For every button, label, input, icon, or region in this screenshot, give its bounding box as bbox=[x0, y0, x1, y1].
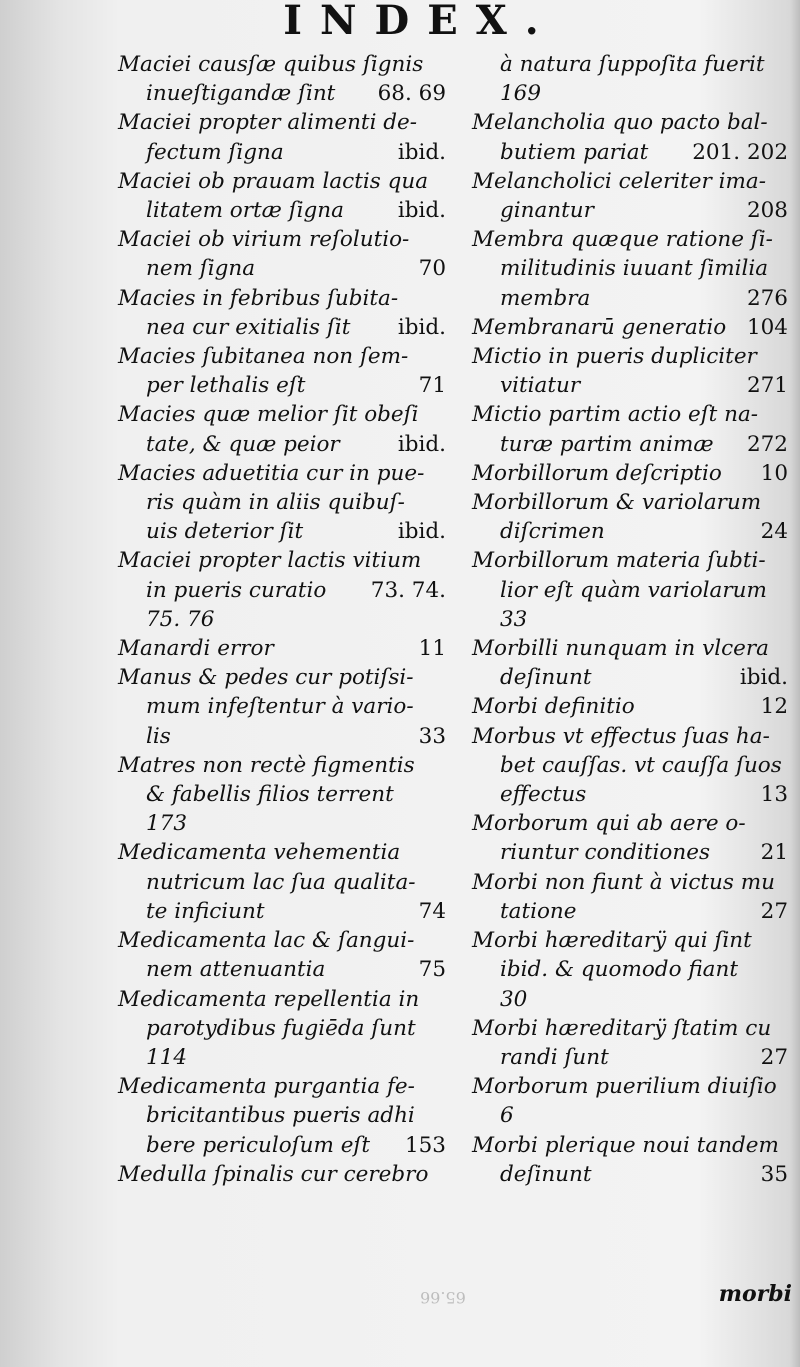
entry-text: deſinunt bbox=[500, 665, 592, 691]
entry-text: inueſtigandæ ſint bbox=[146, 81, 336, 107]
index-line bbox=[472, 1043, 788, 1072]
index-column-right bbox=[472, 50, 788, 1189]
index-line bbox=[118, 1131, 446, 1160]
index-entry bbox=[118, 50, 446, 108]
index-entry bbox=[472, 488, 788, 546]
page-reference: 71 bbox=[418, 373, 446, 399]
page-reference: 272 bbox=[746, 431, 788, 457]
entry-text: tate, & quæ peior bbox=[146, 431, 340, 457]
index-line bbox=[118, 196, 446, 225]
entry-text: tatione bbox=[500, 898, 577, 924]
entry-text: Maciei propter lactis vitium bbox=[118, 548, 422, 574]
index-entry bbox=[118, 459, 446, 547]
index-line bbox=[118, 371, 446, 400]
entry-text: Medulla ſpinalis cur cerebro bbox=[118, 1161, 429, 1187]
index-entry bbox=[472, 342, 788, 400]
index-line bbox=[472, 400, 788, 429]
entry-text: litatem ortæ ſigna bbox=[146, 198, 344, 224]
page-reference: 35 bbox=[760, 1161, 788, 1187]
index-line bbox=[118, 517, 446, 546]
index-entry bbox=[472, 50, 788, 108]
entry-text: Manardi error bbox=[118, 636, 274, 662]
index-line bbox=[472, 1014, 788, 1043]
index-entry bbox=[472, 400, 788, 458]
index-line bbox=[472, 108, 788, 137]
index-line bbox=[472, 284, 788, 313]
entry-text: bere periculoſum eſt bbox=[146, 1132, 371, 1158]
index-entry bbox=[118, 1072, 446, 1160]
index-line bbox=[472, 138, 788, 167]
index-entry bbox=[118, 342, 446, 400]
index-line bbox=[472, 605, 788, 634]
index-entry bbox=[472, 634, 788, 692]
index-entry bbox=[472, 926, 788, 1014]
entry-text: Morbillorum materia ſubti- bbox=[472, 548, 766, 574]
entry-text: Macies in febribus ſubita- bbox=[118, 285, 399, 311]
entry-text: 33 bbox=[500, 606, 528, 632]
entry-text: 173 bbox=[146, 811, 188, 837]
page-header: INDEX. bbox=[283, 0, 557, 44]
entry-text: Morbi hæreditarÿ qui ſint bbox=[472, 928, 752, 954]
index-line bbox=[118, 751, 446, 780]
index-line bbox=[472, 1101, 788, 1130]
index-entry bbox=[472, 546, 788, 634]
index-line bbox=[472, 868, 788, 897]
entry-text: militudinis iuuant ſimilia bbox=[500, 256, 769, 282]
index-entry bbox=[118, 838, 446, 926]
index-line bbox=[472, 780, 788, 809]
entry-text: butiem pariat bbox=[500, 139, 649, 165]
index-line bbox=[118, 459, 446, 488]
index-entry bbox=[472, 313, 788, 342]
index-line bbox=[472, 342, 788, 371]
index-line bbox=[118, 50, 446, 79]
index-entry bbox=[118, 663, 446, 751]
index-line bbox=[472, 79, 788, 108]
entry-text: Macies aduetitia cur in pue- bbox=[118, 460, 425, 486]
bleed-through-number: 65.66 bbox=[420, 1288, 466, 1307]
entry-text: nem attenuantia bbox=[146, 957, 326, 983]
index-line bbox=[118, 663, 446, 692]
index-line bbox=[472, 196, 788, 225]
entry-text: diſcrimen bbox=[500, 519, 605, 545]
index-line bbox=[118, 955, 446, 984]
index-line bbox=[118, 926, 446, 955]
index-line bbox=[472, 517, 788, 546]
index-line bbox=[472, 809, 788, 838]
entry-text: per lethalis eſt bbox=[146, 373, 306, 399]
index-column-left bbox=[118, 50, 446, 1189]
page-reference: ibid. bbox=[397, 431, 446, 457]
entry-text: vitiatur bbox=[500, 373, 581, 399]
entry-text: Morbi definitio bbox=[472, 694, 635, 720]
index-entry bbox=[118, 546, 446, 634]
index-line bbox=[118, 313, 446, 342]
index-line bbox=[118, 167, 446, 196]
index-line bbox=[472, 50, 788, 79]
index-entry bbox=[472, 1131, 788, 1189]
index-line bbox=[118, 284, 446, 313]
index-line bbox=[472, 692, 788, 721]
page-reference: 10 bbox=[760, 460, 788, 486]
page-reference: 24 bbox=[760, 519, 788, 545]
index-entry bbox=[118, 926, 446, 984]
index-line bbox=[472, 897, 788, 926]
page-reference: ibid. bbox=[739, 665, 788, 691]
index-line bbox=[472, 722, 788, 751]
index-line bbox=[118, 430, 446, 459]
page-reference: 70 bbox=[418, 256, 446, 282]
index-line bbox=[118, 1101, 446, 1130]
entry-text: Manus & pedes cur potiſsi- bbox=[118, 665, 414, 691]
index-line bbox=[118, 868, 446, 897]
catchword: morbi bbox=[718, 1281, 792, 1307]
index-entry bbox=[118, 634, 446, 663]
page-reference: 201. 202 bbox=[692, 139, 788, 165]
index-entry bbox=[118, 108, 446, 166]
index-line bbox=[472, 1160, 788, 1189]
index-entry bbox=[472, 459, 788, 488]
entry-text: nem ſigna bbox=[146, 256, 256, 282]
index-entry bbox=[118, 1160, 446, 1189]
entry-text: Medicamenta vehementia bbox=[118, 840, 401, 866]
index-line bbox=[118, 400, 446, 429]
entry-text: Macies quæ melior ſit obeſi bbox=[118, 402, 419, 428]
page-reference: 271 bbox=[746, 373, 788, 399]
index-line bbox=[472, 634, 788, 663]
entry-text: Morbillorum & variolarum bbox=[472, 490, 762, 516]
index-line bbox=[118, 722, 446, 751]
page-reference: 33 bbox=[418, 723, 446, 749]
entry-text: Maciei causſæ quibus ſignis bbox=[118, 52, 424, 77]
entry-text: Morborum qui ab aere o- bbox=[472, 811, 746, 837]
entry-text: nutricum lac ſua qualita- bbox=[146, 869, 416, 895]
entry-text: fectum ſigna bbox=[146, 139, 284, 165]
index-line bbox=[472, 225, 788, 254]
page-reference: 153 bbox=[404, 1132, 446, 1158]
index-line bbox=[472, 459, 788, 488]
index-line bbox=[472, 838, 788, 867]
index-entry bbox=[118, 751, 446, 839]
page-reference: 75 bbox=[418, 957, 446, 983]
entry-text: 6 bbox=[500, 1103, 514, 1129]
entry-text: 114 bbox=[146, 1044, 188, 1070]
index-line bbox=[118, 108, 446, 137]
entry-text: lior eſt quàm variolarum bbox=[500, 577, 767, 603]
entry-text: Morborum puerilium diuiſio bbox=[472, 1074, 777, 1100]
entry-text: deſinunt bbox=[500, 1161, 592, 1187]
index-line bbox=[472, 955, 788, 984]
index-entry bbox=[118, 225, 446, 283]
entry-text: riuntur conditiones bbox=[500, 840, 710, 866]
index-line bbox=[472, 488, 788, 517]
index-entry bbox=[472, 167, 788, 225]
index-line bbox=[472, 576, 788, 605]
entry-text: bricitantibus pueris adhi bbox=[146, 1103, 415, 1129]
index-line bbox=[118, 809, 446, 838]
index-line bbox=[118, 838, 446, 867]
index-line bbox=[118, 1014, 446, 1043]
index-line bbox=[118, 488, 446, 517]
page-reference: 13 bbox=[760, 782, 788, 808]
index-line bbox=[118, 1043, 446, 1072]
entry-text: Maciei ob virium reſolutio- bbox=[118, 227, 410, 253]
index-entry bbox=[472, 108, 788, 166]
index-entry bbox=[118, 284, 446, 342]
page-reference: 104 bbox=[746, 314, 788, 340]
entry-text: mum infeſtentur à vario- bbox=[146, 694, 414, 720]
index-line bbox=[472, 1131, 788, 1160]
index-line bbox=[118, 225, 446, 254]
entry-text: Membranarū generatio bbox=[472, 314, 727, 340]
page-reference: ibid. bbox=[397, 314, 446, 340]
index-entry bbox=[472, 809, 788, 867]
index-line bbox=[118, 1160, 446, 1189]
index-line bbox=[472, 430, 788, 459]
index-line bbox=[118, 1072, 446, 1101]
entry-text: ris quàm in aliis quibuſ- bbox=[146, 490, 405, 516]
page-reference: 12 bbox=[760, 694, 788, 720]
page-reference: 208 bbox=[746, 198, 788, 224]
entry-text: Melancholia quo pacto bal- bbox=[472, 110, 768, 136]
entry-text: Medicamenta purgantia fe- bbox=[118, 1074, 415, 1100]
index-entry bbox=[118, 400, 446, 458]
index-line bbox=[118, 780, 446, 809]
entry-text: Melancholici celeriter ima- bbox=[472, 168, 766, 194]
entry-text: Morbi non fiunt à victus mu bbox=[472, 869, 775, 895]
page-reference: 27 bbox=[760, 1044, 788, 1070]
index-entry bbox=[472, 1072, 788, 1130]
entry-text: bet cauſſas. vt cauſſa ſuos bbox=[500, 752, 782, 778]
index-line bbox=[118, 576, 446, 605]
entry-text: membra bbox=[500, 285, 591, 311]
page-reference: 68. 69 bbox=[377, 81, 446, 107]
entry-text: uis deterior ſit bbox=[146, 519, 304, 545]
index-entry bbox=[118, 167, 446, 225]
index-line bbox=[118, 634, 446, 663]
index-line bbox=[472, 751, 788, 780]
index-entry bbox=[472, 1014, 788, 1072]
entry-text: Matres non rectè figmentis bbox=[118, 752, 415, 778]
page-reference: 27 bbox=[760, 898, 788, 924]
entry-text: lis bbox=[146, 723, 171, 749]
entry-text: 75. 76 bbox=[146, 606, 215, 632]
index-entry bbox=[118, 985, 446, 1073]
entry-text: Morbus vt effectus ſuas ha- bbox=[472, 723, 770, 749]
page-reference: 21 bbox=[760, 840, 788, 866]
entry-text: ginantur bbox=[500, 198, 594, 224]
entry-text: te inficiunt bbox=[146, 898, 265, 924]
page-reference: 11 bbox=[418, 636, 446, 662]
index-line bbox=[472, 546, 788, 575]
entry-text: Morbi hæreditarÿ ſtatim cu bbox=[472, 1015, 772, 1041]
index-line bbox=[118, 254, 446, 283]
index-entry bbox=[472, 692, 788, 721]
entry-text: Maciei propter alimenti de- bbox=[118, 110, 418, 136]
entry-text: in pueris curatio bbox=[146, 577, 327, 603]
page-reference: ibid. bbox=[397, 198, 446, 224]
index-entry bbox=[472, 722, 788, 810]
index-line bbox=[118, 138, 446, 167]
index-entry bbox=[472, 225, 788, 313]
entry-text: Medicamenta repellentia in bbox=[118, 986, 420, 1012]
index-line bbox=[118, 897, 446, 926]
entry-text: ibid. & quomodo fiant bbox=[500, 957, 738, 983]
entry-text: Medicamenta lac & ſangui- bbox=[118, 928, 415, 954]
page-reference: 73. 74. bbox=[370, 577, 446, 603]
entry-text: Morbi plerique noui tandem bbox=[472, 1132, 779, 1158]
page-reference: ibid. bbox=[397, 519, 446, 545]
entry-text: parotydibus fugiēda ſunt bbox=[146, 1015, 416, 1041]
entry-text: 30 bbox=[500, 986, 528, 1012]
index-line bbox=[472, 926, 788, 955]
entry-text: Maciei ob prauam lactis qua bbox=[118, 168, 429, 194]
entry-text: 169 bbox=[500, 81, 542, 107]
entry-text: à natura ſuppoſita fuerit bbox=[500, 52, 765, 77]
index-line bbox=[472, 313, 788, 342]
index-line bbox=[472, 985, 788, 1014]
entry-text: Mictio in pueris dupliciter bbox=[472, 344, 757, 370]
entry-text: nea cur exitialis ſit bbox=[146, 314, 351, 340]
index-entry bbox=[472, 868, 788, 926]
index-line bbox=[118, 342, 446, 371]
page-reference: ibid. bbox=[397, 139, 446, 165]
page-reference: 276 bbox=[746, 285, 788, 311]
index-line bbox=[472, 663, 788, 692]
index-line bbox=[472, 1072, 788, 1101]
entry-text: Membra quæque ratione ſi- bbox=[472, 227, 773, 253]
index-line bbox=[118, 985, 446, 1014]
entry-text: Macies ſubitanea non ſem- bbox=[118, 344, 409, 370]
entry-text: effectus bbox=[500, 782, 587, 808]
entry-text: Morbilli nunquam in vlcera bbox=[472, 636, 769, 662]
index-line bbox=[118, 79, 446, 108]
index-line bbox=[118, 605, 446, 634]
page-reference: 74 bbox=[418, 898, 446, 924]
index-line bbox=[472, 254, 788, 283]
entry-text: turæ partim animæ bbox=[500, 431, 714, 457]
entry-text: Morbillorum deſcriptio bbox=[472, 460, 722, 486]
index-line bbox=[472, 167, 788, 196]
entry-text: & fabellis filios terrent bbox=[146, 782, 394, 808]
index-line bbox=[472, 371, 788, 400]
entry-text: Mictio partim actio eſt na- bbox=[472, 402, 759, 428]
entry-text: randi ſunt bbox=[500, 1044, 609, 1070]
index-line bbox=[118, 546, 446, 575]
index-line bbox=[118, 692, 446, 721]
